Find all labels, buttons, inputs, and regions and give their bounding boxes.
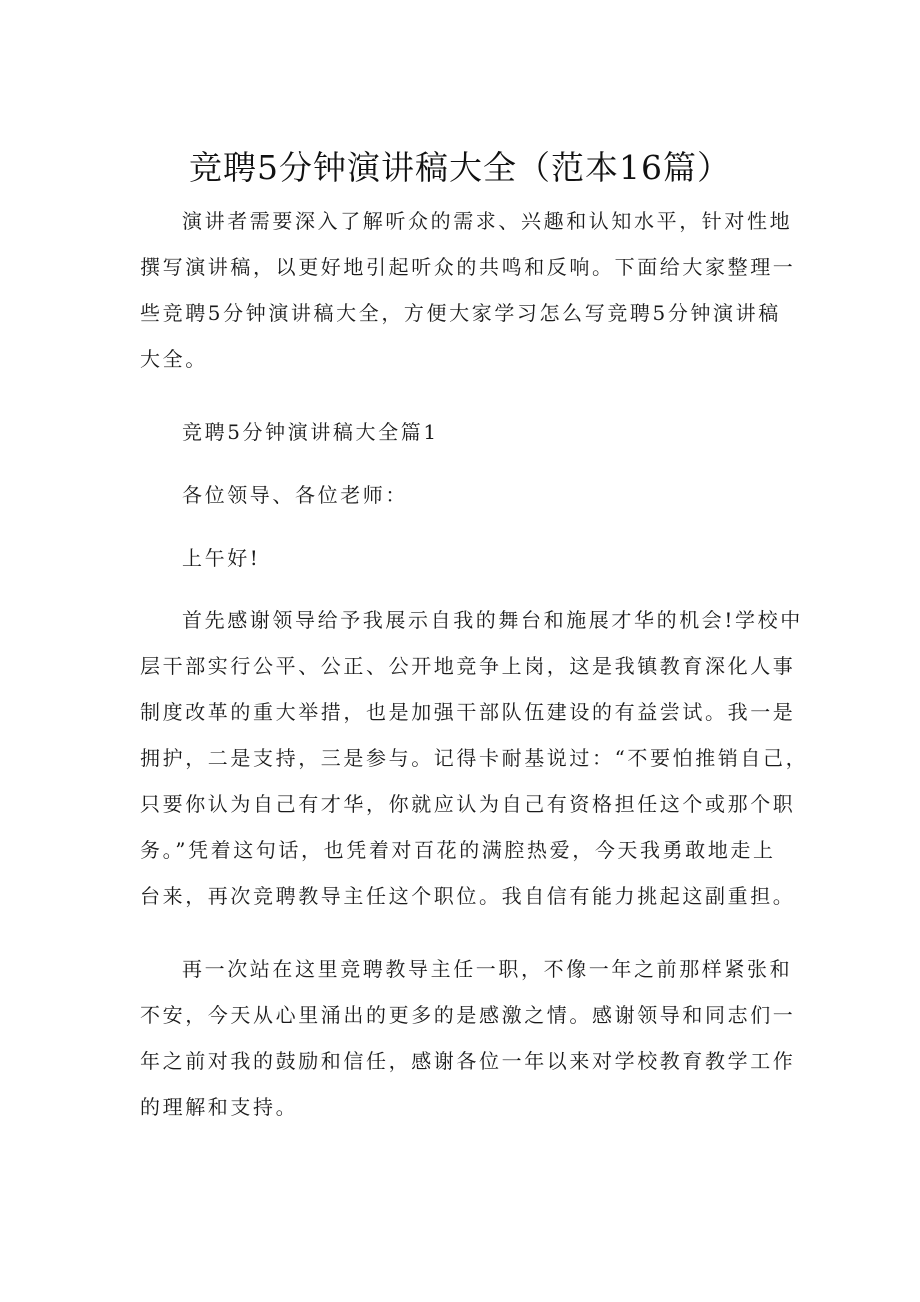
paragraph-line: 年之前对我的鼓励和信任，感谢各位一年以来对学校教育教学工作 [140, 1049, 796, 1073]
salutation: 各位领导、各位老师： [182, 483, 408, 507]
section-heading: 竞聘5分钟演讲稿大全篇1 [182, 420, 439, 444]
paragraph-line: 再一次站在这里竞聘教导主任一职，不像一年之前那样紧张和 [182, 957, 793, 981]
paragraph-line: 不安，今天从心里涌出的更多的是感激之情。感谢领导和同志们一 [140, 1003, 796, 1027]
paragraph-line: 拥护，二是支持，三是参与。记得卡耐基说过：“不要怕推销自己， [140, 746, 809, 770]
paragraph-line: 制度改革的重大举措，也是加强干部队伍建设的有益尝试。我一是 [140, 700, 796, 724]
intro-line: 大全。 [140, 347, 208, 371]
intro-line: 演讲者需要深入了解听众的需求、兴趣和认知水平，针对性地 [182, 209, 793, 233]
paragraph-line: 的理解和支持。 [140, 1095, 299, 1119]
intro-line: 撰写演讲稿，以更好地引起听众的共鸣和反响。下面给大家整理一 [140, 255, 796, 279]
paragraph-line: 层干部实行公平、公正、公开地竞争上岗，这是我镇教育深化人事 [140, 654, 796, 678]
paragraph-line: 只要你认为自己有才华，你就应认为自己有资格担任这个或那个职 [140, 792, 796, 816]
intro-line: 些竞聘5分钟演讲稿大全，方便大家学习怎么写竞聘5分钟演讲稿 [140, 301, 781, 325]
paragraph-line: 务。”凭着这句话，也凭着对百花的满腔热爱，今天我勇敢地走上 [140, 838, 776, 862]
paragraph-line: 首先感谢领导给予我展示自我的舞台和施展才华的机会!学校中 [182, 608, 803, 632]
paragraph-line: 台来，再次竞聘教导主任这个职位。我自信有能力挑起这副重担。 [140, 884, 796, 908]
document-title: 竞聘5分钟演讲稿大全（范本16篇） [189, 148, 731, 187]
greeting: 上午好! [182, 546, 261, 570]
